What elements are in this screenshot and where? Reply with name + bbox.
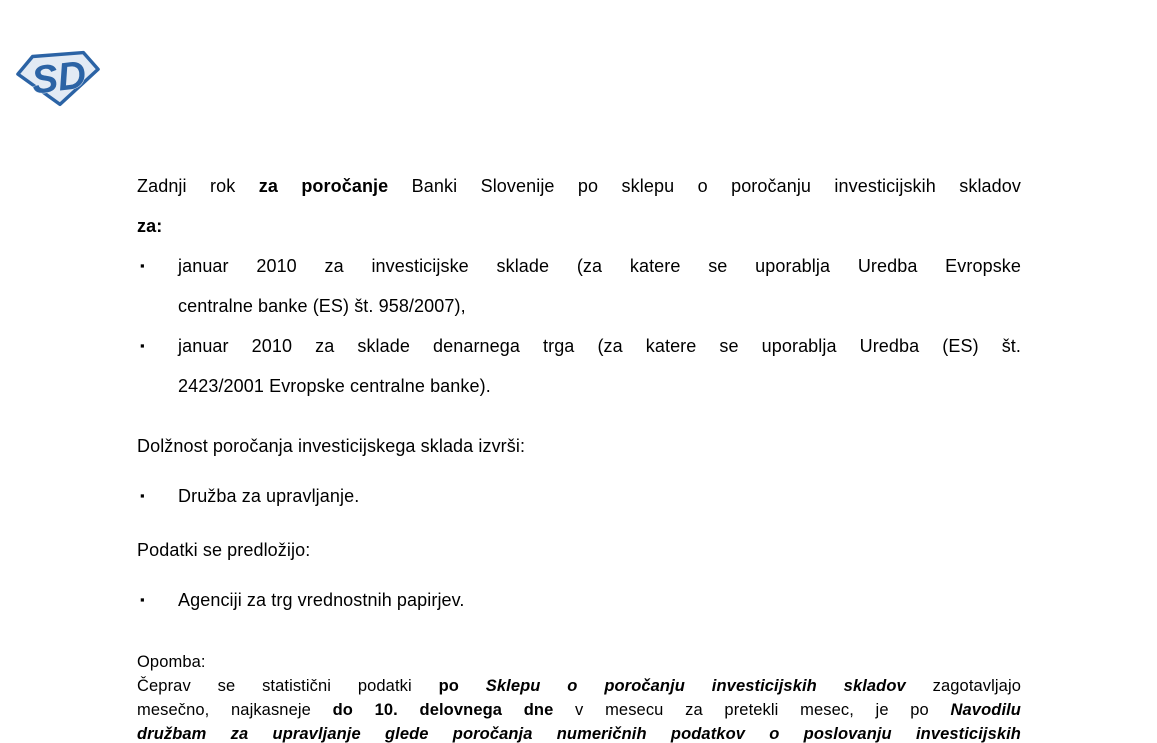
deadline-bullet-1 — [137, 246, 1021, 326]
duty-heading: Dolžnost poročanja investicijskega sklada izvrši: — [137, 436, 526, 456]
sd-logo-letters: SD — [29, 53, 89, 103]
submit-bullet — [137, 580, 1021, 620]
submit-heading: Podatki se predložijo: — [137, 540, 311, 560]
note-run-regular-4: v mesecu za pretekli mesec, je po — [553, 701, 951, 719]
sd-logo — [14, 46, 102, 110]
bullet-icon: ▪ — [140, 338, 145, 353]
bullet-icon: ▪ — [140, 258, 145, 273]
note-run-regular-2: zagotavljajo — [905, 677, 1021, 695]
intro-run-bold: za poročanje — [258, 176, 389, 196]
bullet-icon: ▪ — [140, 488, 145, 503]
note-run-bold-2: do 10. delovnega dne — [332, 701, 554, 719]
deadline-bullet-2-line-2: 2423/2001 Evropske centralne banke). — [178, 376, 491, 396]
intro-run-regular: Zadnji rok — [137, 176, 259, 196]
note-run-bold-italic: Sklepu o poročanju investicijskih skladov — [485, 677, 906, 695]
duty-bullet-text: Družba za upravljanje. — [178, 486, 360, 506]
bullet-icon: ▪ — [140, 592, 145, 607]
submit-bullet-text: Agenciji za trg vrednostnih papirjev. — [178, 590, 465, 610]
intro-run-regular-2: Banki Slovenije po sklepu o poročanju investicijskih skladov — [388, 176, 1021, 196]
deadline-bullet-1-line-2: centralne banke (ES) št. 958/2007), — [178, 296, 466, 316]
note-run-regular: Čeprav se statistični podatki — [137, 677, 439, 695]
note-line-3: družbam za upravljanje glede poročanja numeričnih podatkov o poslovanju investicijskih — [137, 725, 1021, 743]
note-label: Opomba: — [137, 653, 206, 671]
note-run-regular-3: mesečno, najkasneje — [137, 701, 333, 719]
deadline-bullet-2-line-1: januar 2010 za sklade denarnega trga (za katere se uporablja Uredba (ES) št. — [178, 336, 1021, 356]
deadline-bullet-2 — [137, 326, 1021, 406]
intro-paragraph — [137, 166, 1021, 246]
note-section — [137, 650, 1021, 743]
intro-line-2: za: — [137, 216, 163, 236]
duty-bullet — [137, 476, 1021, 516]
intro-line-1 — [137, 166, 1021, 206]
deadline-bullet-1-line-1: januar 2010 za investicijske sklade (za katere se uporablja Uredba Evropske — [178, 256, 1021, 276]
note-line-1 — [137, 674, 1021, 698]
note-run-bold-italic-2: Navodilu — [950, 701, 1021, 719]
document-body — [137, 166, 1021, 743]
note-line-2 — [137, 698, 1021, 722]
note-run-bold: po — [438, 677, 486, 695]
